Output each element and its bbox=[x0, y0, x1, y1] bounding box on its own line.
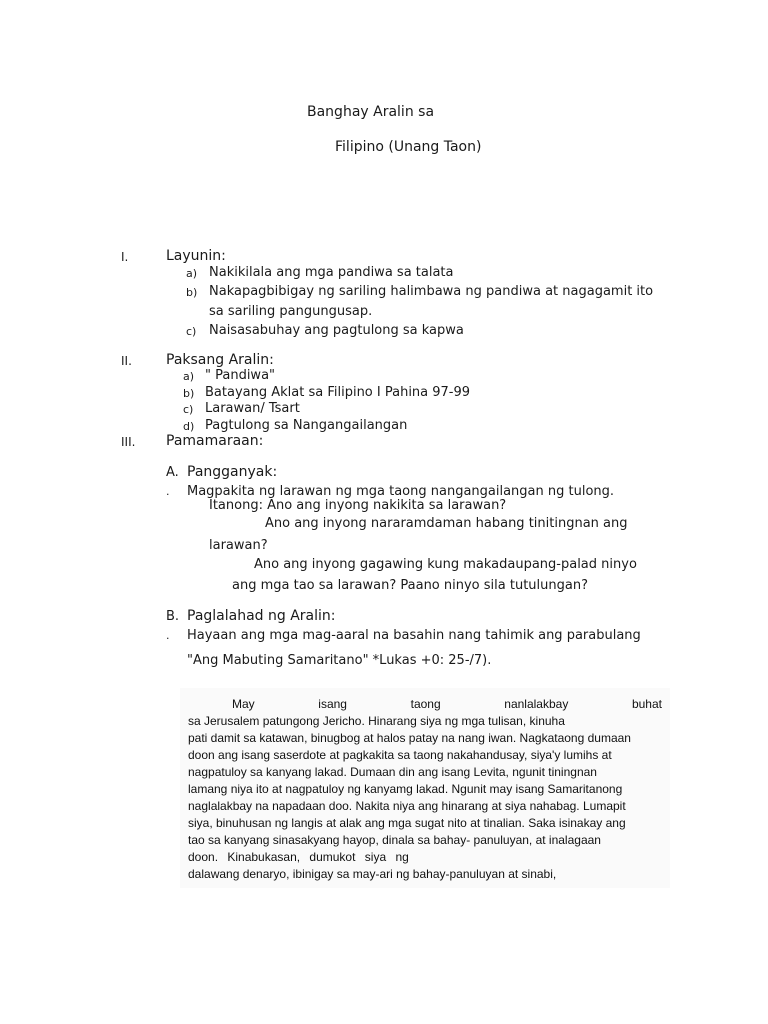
list-item: Larawan/ Tsart bbox=[205, 401, 300, 416]
list-item: " Pandiwa" bbox=[205, 368, 276, 383]
list-marker: b) bbox=[183, 387, 195, 400]
bullet-dot: . bbox=[166, 485, 170, 498]
passage-line: sa Jerusalem patungong Jericho. Hinarang siya ng mga tulisan, kinuha bbox=[188, 714, 565, 728]
list-marker: c) bbox=[186, 325, 197, 338]
section-3-heading: Pamamaraan: bbox=[166, 433, 264, 449]
list-item: Nakapagbibigay ng sariling halimbawa ng pandiwa at nagagamit ito bbox=[209, 284, 654, 299]
doc-title-line2: Filipino (Unang Taon) bbox=[335, 139, 482, 155]
list-item: Nakikilala ang mga pandiwa sa talata bbox=[209, 265, 454, 280]
subsection-a-heading: Pangganyak: bbox=[187, 464, 278, 480]
passage-word: isang bbox=[318, 697, 347, 711]
instruction-line: "Ang Mabuting Samaritano" *Lukas +0: 25-/7). bbox=[187, 653, 492, 668]
passage-line: dalawang denaryo, ibinigay sa may-ari ng bahay-panuluyan at sinabi, bbox=[188, 867, 557, 881]
question-line-continuation: larawan? bbox=[209, 538, 268, 553]
question-line: Ano ang inyong nararamdaman habang tinitingnan ang bbox=[265, 516, 628, 531]
passage-line: nagpatuloy sa kanyang lakad. Dumaan din ang isang Levita, ngunit tiningnan bbox=[188, 765, 597, 779]
passage-word: nanlalakbay bbox=[504, 697, 569, 711]
passage-word: buhat bbox=[631, 697, 662, 711]
passage-line: doon. Kinabukasan, dumukot siya ng bbox=[188, 850, 409, 864]
instruction-line: Hayaan ang mga mag-aaral na basahin nang tahimik ang parabulang bbox=[187, 628, 641, 643]
passage-first-line bbox=[188, 696, 662, 713]
section-3-number: III. bbox=[121, 435, 136, 449]
passage-line: naglalakbay na napadaan doo. Nakita niya ang hinarang at siya nahabag. Lumapit bbox=[188, 799, 626, 813]
list-marker: b) bbox=[186, 286, 198, 299]
section-2-heading: Paksang Aralin: bbox=[166, 352, 274, 368]
list-item: Pagtulong sa Nangangailangan bbox=[205, 418, 408, 433]
parable-passage bbox=[188, 696, 662, 883]
section-2-number: II. bbox=[121, 354, 132, 368]
list-item-continuation: sa sariling pangungusap. bbox=[209, 304, 373, 319]
passage-line: lamang niya ito at nagpatuloy ng kanyamg lakad. Ngunit may isang Samaritanong bbox=[188, 782, 623, 796]
list-marker: d) bbox=[183, 420, 195, 433]
passage-line: doon ang isang saserdote at pagkakita sa taong nakahandusay, siya'y lumihs at bbox=[188, 748, 612, 762]
question-line: Itanong: Ano ang inyong nakikita sa larawan? bbox=[209, 498, 507, 513]
list-marker: c) bbox=[183, 403, 194, 416]
passage-word: taong bbox=[410, 697, 441, 711]
subsection-b-marker: B. bbox=[166, 609, 180, 624]
section-1-number: I. bbox=[121, 250, 129, 264]
doc-title-line1: Banghay Aralin sa bbox=[307, 104, 435, 120]
question-line-continuation: ang mga tao sa larawan? Paano ninyo sila tutulungan? bbox=[232, 578, 588, 593]
passage-line: pati damit sa katawan, binugbog at halos patay na nang iwan. Nagkataong dumaan bbox=[188, 731, 631, 745]
passage-word: May bbox=[232, 697, 255, 711]
list-marker: a) bbox=[183, 370, 195, 383]
list-marker: a) bbox=[186, 267, 198, 280]
passage-line: tao sa kanyang sinasakyang hayop, dinala sa bahay- panuluyan, at inalagaan bbox=[188, 833, 601, 847]
subsection-b-heading: Paglalahad ng Aralin: bbox=[187, 608, 336, 624]
section-1-heading: Layunin: bbox=[166, 248, 226, 264]
passage-line: siya, binuhusan ng langis at alak ang mga sugat nito at tinalian. Saka isinakay ang bbox=[188, 816, 626, 830]
list-item: Batayang Aklat sa Filipino I Pahina 97-99 bbox=[205, 385, 471, 400]
subsection-a-marker: A. bbox=[166, 465, 179, 480]
question-line: Ano ang inyong gagawing kung makadaupang-palad ninyo bbox=[254, 557, 637, 572]
list-item: Naisasabuhay ang pagtulong sa kapwa bbox=[209, 323, 464, 338]
bullet-dot: . bbox=[166, 629, 170, 642]
activity-line: Magpakita ng larawan ng mga taong nangangailangan ng tulong. bbox=[187, 484, 615, 499]
